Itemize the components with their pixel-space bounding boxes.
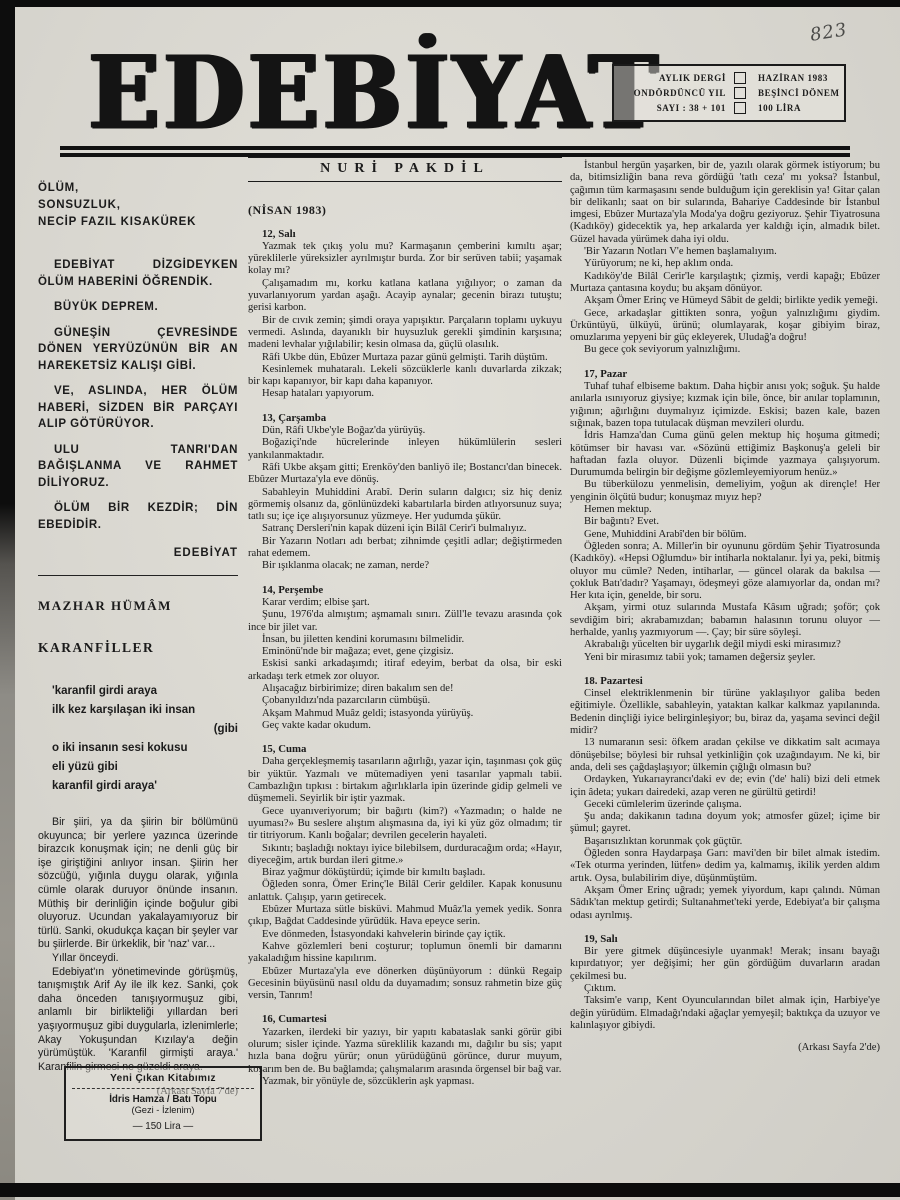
diary-paragraph: Ebûzer Murtaza sütle bisküvi. Mahmud Muâz'la yemek yedik. Sonra çıkıp, Bağdat Caddesinde yürüdük. Hava epeyce serin. <box>248 904 562 928</box>
diary-paragraph: Eminönü'nde bir mağaza; evet, gene çizgisiz. <box>262 646 454 658</box>
book-ad-box <box>64 1066 262 1141</box>
diary-entry-body <box>570 688 880 922</box>
obituary-heading <box>38 180 238 231</box>
obituary-body <box>38 257 238 533</box>
diary-entry-heading: 17, Pazar <box>584 367 628 380</box>
poem-line: karanfil girdi araya' <box>52 780 158 792</box>
section-divider <box>38 575 238 576</box>
checkbox-icon <box>734 72 746 84</box>
diary-paragraph: Akşam Mahmud Muâz geldi; istasyonda yürüyüş. <box>262 707 474 719</box>
diary-entry-heading: 12, Salı <box>262 227 296 240</box>
poem-line: ilk kez karşılaşan iki insan <box>52 704 196 716</box>
diary-entry-body <box>570 381 880 664</box>
diary-paragraph: Bir yere gitmek düşüncesiyle uyanmak! Merak; insanı bayağı kıpırdatıyor; yer değişimi; her gün gördüğüm duvarların aradan çekilmesi bu. <box>570 946 880 982</box>
diary-entry-body <box>248 425 562 573</box>
diary-paragraph: Tuhaf tuhaf elbiseme baktım. Daha hiçbir anısı yok; soğuk. Şu halde anılarla ısınıyoruz giysiye; kızmak için bile, önce, bir anılar toplamının, yığının; ağırlığını duymalıyız içimizde. Eskisi; bazen kale, bazen sığınak, bazen topa tutulacak düşman mevzileri olurdu. <box>570 381 880 429</box>
diary-paragraph: Râfi Ukbe dün, Ebûzer Murtaza pazar günü gelmişti. Tarih düştüm. <box>262 351 548 363</box>
poem-essay-body <box>38 816 238 1074</box>
essay-paragraph: Yıllar önceydi. <box>52 951 119 964</box>
diary-paragraph: Sabahleyin Muhiddini Arabî. Derin suların dalgıcı; siz hiç deniz görmemiş olsanız da, gönlünüzdeki kabartılarla birden atlıyorsunuz suya; tatlı su; içe içe alışıyorsunuz yüzmeye. Her yudumda şükür. <box>248 486 562 523</box>
essay-paragraph: Edebiyat'ın yönetimevinde görüşmüş, tanışmıştık Arif Ay ile ilk kez. Sanki, çok daha önceden tanışıyormuşuz gibi, anlamlı bir birlikteliği yıllardan beri yaşıyormuşuz gibi duygularla, izlenimlerle; Akay Yokuşundan Kızılay'a değin yürümüştük. 'Karanfil girmişti araya.' Karanfilin girmesi ne güzeldi araya. <box>38 965 238 1073</box>
diary-paragraph: 'Bir Yazarın Notları V'e hemen başlamalıyım. <box>584 246 777 258</box>
issue-info-right-label: 100 LİRA <box>758 103 802 113</box>
diary-paragraph: Daha gerçekleşmemiş tasarıların ağırlığı, yazar için, taşınması çok güç bir yüktür. Yazmalı ve mütemadiyen yeni tasarılar yapmalı tabii. Cambazlığın tıpkısı : birtakım ağırlıklarla ipin üzerinde gidip gelmeli ve düşmemeli. Seyirlik bir iştir yazmak. <box>248 756 562 805</box>
diary-paragraph: Hesap hataları yapıyorum. <box>262 388 375 400</box>
poem-line: o iki insanın sesi kokusu <box>52 742 188 754</box>
diary-paragraph: Şu anda; dakikanın tadına doyum yok; atmosfer güzel; içime bir şümul; gayret. <box>570 811 880 835</box>
book-ad-title: İdris Hamza / Batı Topu <box>109 1094 217 1105</box>
diary-entry-heading: 13, Çarşamba <box>262 411 327 424</box>
obituary-heading-line: NECİP FAZIL KISAKÜREK <box>38 216 197 228</box>
diary-author-heading: NURİ PAKDİL <box>248 157 562 182</box>
issue-info-box <box>612 64 846 122</box>
book-ad-price: — 150 Lira — <box>132 1121 194 1132</box>
poem-line: 'karanfil girdi araya <box>52 685 158 697</box>
diary-entry-body <box>248 597 562 732</box>
diary-paragraph: İnsan, bu jiletten kendini korumasını bilmelidir. <box>262 633 465 645</box>
issue-info-row <box>622 72 836 84</box>
diary-paragraph: İdris Hamza'dan Cuma günü gelen mektup hiç hoşuma gitmedi; kötümser bir havası var. «Sözünü ettiğimiz Başkonuş'a geleli bir haftadan fazla oluyor. Düzenli biçimde yazmaya çalışıyorum. Durumumda belirgin bir değişme gözlemleyemiyorum henüz.» <box>570 430 880 479</box>
poem-line: eli yüzü gibi <box>52 761 118 773</box>
page-border-bottom <box>0 1183 900 1197</box>
diary-entry-heading: 15, Cuma <box>262 743 307 756</box>
diary-paragraph: Yazmak, bir yönüyle de, sözcüklerin aşk yapması. <box>262 1075 475 1087</box>
book-ad-header: Yeni Çıkan Kitabımız <box>72 1073 254 1089</box>
book-ad-genre: (Gezi - İzlenim) <box>131 1105 195 1115</box>
obituary-paragraph: ULU TANRI'DAN BAĞIŞLANMA VE RAHMET DİLİYORUZ. <box>38 443 238 489</box>
poem-line: (gibi <box>213 723 238 735</box>
handwritten-page-number: 823 <box>808 19 849 46</box>
diary-paragraph: Satranç Dersleri'nin kapak düzeni için Bilâl Cerir'i bulmalıyız. <box>262 523 527 535</box>
diary-paragraph: Öğleden sonra, Ömer Erinç'le Bilâl Cerir geldiler. Kapak konusunu anlattık. Çalışıp, yarın getirecek. <box>248 879 562 903</box>
diary-paragraph: Karar verdim; elbise şart. <box>262 596 370 608</box>
diary-column-2 <box>570 160 880 1054</box>
obituary-signature: EDEBİYAT <box>173 547 238 559</box>
issue-info-row <box>622 87 840 99</box>
diary-entry <box>248 743 562 1002</box>
diary-paragraph: Yazmak tek çıkış yolu mu? Karmaşanın çemberini kımıltı aşar; yüreklilerle yüreksizler ayrılmıştır burda. Zor bir serüven tabii; yaşamak kolay mı? <box>248 240 562 277</box>
obituary-paragraph: EDEBİYAT DİZGİDEYKEN ÖLÜM HABERİNİ ÖĞRENDİK. <box>38 259 238 288</box>
diary-entry-heading: 19, Salı <box>584 932 618 945</box>
obituary-heading-line: ÖLÜM, <box>38 182 80 194</box>
diary-paragraph: Bir ışıklanma olacak; ne zaman, nerde? <box>262 560 430 572</box>
diary-paragraph: Boğaziçi'nde hücrelerinde inleyen hükümlülerin sesleri yankılanmaktadır. <box>248 437 562 461</box>
diary-paragraph: Alışacağız birbirimize; diren bakalım sen de! <box>262 682 454 694</box>
diary-paragraph: Başarısızlıktan korunmak çok güçtür. <box>584 835 743 847</box>
diary-paragraph: Yazarken, ilerdeki bir yazıyı, bir yapıtı kabataslak sanki görür gibi olurum; sisler içinde. Yazma süreklilik kazandı mı, dağılır bu sis; yapıt hızla bana doğru yürür; onun yürüdüğünü görünce, durur muyum, koşarım ben de. Bu bağlamda; çalışmalarım arasında örgensel bir bağ var. <box>248 1026 562 1075</box>
diary-paragraph: 13 numaranın sesi: öfkem aradan çekilse ve dikkatim salt acımaya dönüşebilse; böylesi bir ruhsal yetkinliğin çok uzağındayım. Ne ki, bir anda, deli ses çağdaşlaşıyor; ülkemin çığlığı olmasın bu? <box>570 737 880 773</box>
diary-paragraph: Çıktım. <box>584 983 617 994</box>
issue-info-right-label: BEŞİNCİ DÖNEM <box>758 88 840 98</box>
obituary-paragraph: GÜNEŞİN ÇEVRESİNDE DÖNEN YERYÜZÜNÜN BİR AN HAREKETSİZ KALIŞI GİBİ. <box>38 326 238 372</box>
diary-paragraph: Biraz yağmur döküştürdü; içimde bir kımıltı başladı. <box>262 867 486 879</box>
masthead-double-rule <box>60 146 850 157</box>
diary-paragraph: Akrabalığı yücelten bir uygarlık değil miydi eski mirasımız? <box>584 639 841 651</box>
issue-info-right-label: HAZİRAN 1983 <box>758 73 828 83</box>
diary-entries-right <box>570 368 880 1032</box>
diary-entry <box>570 368 880 664</box>
diary-entry <box>248 584 562 733</box>
diary-paragraph: Bir Yazarın Notları adı berbat; zihnimde çeşitli adlar; değiştirmeden rahat edemem. <box>248 535 562 560</box>
diary-paragraph: Eve dönmeden, İstasyondaki kahvelerin birinde çay içtik. <box>262 928 506 940</box>
diary-entry-heading: 18. Pazartesi <box>584 674 643 687</box>
diary-paragraph: Ebûzer Murtaza'yla eve dönerken düşünüyorum : dünkü Regaip Gecesinin büyüsünü nasıl oldu da duyamadım; sonsuz rahmetin bize güç versin, Tanrım! <box>248 965 562 1002</box>
page-border-top <box>0 0 900 7</box>
diary-paragraph: Geç vakte kadar okudum. <box>262 719 371 731</box>
diary-paragraph: Kesinlemek muhataralı. Lekeli sözcüklerle kanlı duvarlarda zikzak; bir kapı kapanıyor, bir kapı daha kapanıyor. <box>248 363 562 388</box>
diary-entry <box>248 228 562 401</box>
diary-entry-body <box>248 756 562 1002</box>
diary-entry-heading: 16, Cumartesi <box>262 1013 327 1026</box>
diary-paragraph: Cinsel elektriklenmenin bir türüne yaklaşılıyor galiba beden eğitimiyle. Özellikle, sabahleyin, yataktan kalkar kalkmaz yapılanında. Bedenin dinçliği iyice belirginleşiyor; bu, biraz da, yaşama sevinci değil midir? <box>570 688 880 737</box>
diary-paragraph: Gece, arkadaşlar gittikten sonra, yoğun yalnızlığımı giydim. Ürküntüyü, ülküyü, ürünü; olumlayarak, koşar gibiyim biraz, omuzlarıma yepyeni bir güç ekleyerek, Uludağ'a doğru! <box>570 307 880 344</box>
poem-title: KARANFİLLER <box>38 640 155 655</box>
diary-paragraph: Gene, Muhiddini Arabî'den bir bölüm. <box>584 528 747 540</box>
diary-paragraph: Taksim'e varıp, Kent Oyuncularından bilet almak için, Harbiye'ye değin yürüdüm. Elmadağı'ndaki ağaçlar yemyeşil; baktıkça da uzuyor ve kalınlaşıyor gibiydi. <box>570 995 880 1031</box>
diary-entry-body <box>248 1027 562 1088</box>
poem-author: MAZHAR HÜMÂM <box>38 598 172 613</box>
diary-paragraph: Çobanyıldızı'nda pazarcıların cümbüşü. <box>262 695 431 707</box>
diary-entry-body <box>570 946 880 1032</box>
essay-paragraph: Bir şiiri, ya da şiirin bir bölümünü okuyunca; bir yerlere yazınca üzerinde birazcık konuşmak için; ne denli güç bir işe giriştiğini anlıyor insan. Şiirin her sözcüğü, yığınla duygu olarak, yığınla cümle olarak duruyor önünde insanın. Müthiş bir derinliğin içinde boğulur gibi oluyoruz. Ucundan yakalayamıyoruz bir türlü. Sanki, okudukça kaçan bir şeyler var bu şiirlerde. Bir ürkeklik, bir 'naz' var... <box>38 816 238 951</box>
continuation-note-right: (Arkası Sayfa 2'de) <box>798 1042 880 1054</box>
diary-paragraph: Öğleden sonra; A. Miller'in bir oyununu gördüm Şehir Tiyatrosunda (Kadıköy). «Hepsi Oğlumdu» bir intiharla noktalanır. İyi ya, peki, bitmiş oluyor mu cümle? Neden, intiharlar, — güncel olarak da bakılsa — çokluk Batı'dadır? Yaşamayı, ödeşmeyi göze alamıyorlar da, ondan mı? Her kıta için, genelde, bir soru. <box>570 540 880 602</box>
diary-paragraph: Dün, Râfi Ukbe'yle Boğaz'da yürüyüş. <box>262 425 426 437</box>
diary-continued-text <box>570 160 880 357</box>
diary-column-1 <box>248 157 562 1088</box>
diary-paragraph: Akşam Ömer Erinç ve Hümeyd Sâbit de geldi; birlikte yedik yemeği. <box>584 295 878 307</box>
issue-info-row <box>622 102 836 114</box>
checkbox-icon <box>734 87 746 99</box>
diary-entry <box>570 675 880 922</box>
diary-paragraph: Yürüyorum; ne ki, hep aklım onda. <box>584 258 734 270</box>
diary-paragraph: Bir de cıvık zemin; şimdi oraya yapışıktır. Parçaların toplamı uykuyu vermedi. Aslında, dayanıklı bir huysuzluk gerekli şimdinin karşısına; madeni levhalar yığılabilir; kesin olmasa da, güçlü olasılık. <box>248 314 562 351</box>
diary-paragraph: Kadıköy'de Bilâl Cerir'le karşılaştık; çizmiş, verdi kapağı; Ebûzer Murtaza çantasına koydu; bu akşam dönüyor. <box>570 270 880 294</box>
diary-paragraph: Kahve gözlemleri beni coşturur; toplumun önemli bir damarını yakaladığım hissine kapılırım. <box>248 940 562 965</box>
diary-paragraph: Bu tüberkülozu yenmelisin, demeliyim, yoğun ak dirençle! Her yenginin ölçütü budur; konuşmaz mıyız hep? <box>570 479 880 503</box>
diary-entry-heading: 14, Perşembe <box>262 583 324 596</box>
diary-paragraph: Öğleden sonra Haydarpaşa Garı: mavi'den bir bilet almak istedim. «Tek oturma yerinden, lütfen» dedim ya, kalmamış, ikilik yerden aldım artık. Oysa, bulabilirim diye, düşünmüştüm. <box>570 848 880 884</box>
diary-paragraph: Eskisi sanki arkadaşımdı; itiraf edeyim, berbat da olsa, bir eski arkadaşı terk etmek zor oluyor. <box>248 658 562 682</box>
continuation-note-left: (Arkası Sayfa 7'de) <box>156 1086 238 1098</box>
diary-paragraph: Yeni bir mirasımız tabii yok; tamamen değersiz şeyler. <box>584 651 816 663</box>
diary-paragraph: Ordayken, Yukarıayrancı'daki ev de; evin ('de' hali) bizi deli etmek için âdeta; yukarı dairedeki, azap veren ne gürültü getirdi! <box>570 774 880 798</box>
obituary-paragraph: VE, ASLINDA, HER ÖLÜM HABERİ, SİZDEN BİR PARÇAYI ALIP GÖTÜRÜYOR. <box>38 385 238 430</box>
diary-paragraph: Hemen mektup. <box>584 504 652 516</box>
poem-quote <box>52 682 238 796</box>
obituary-paragraph: ÖLÜM BİR KEZDİR; DİN EBEDİDİR. <box>38 502 238 531</box>
magazine-title: EDEBİYAT <box>88 33 662 152</box>
diary-paragraph: Akşam, yirmi otuz sularında Mustafa Kâsım uğradı; şoför; çok sevdiğim biri; akrabamızdan; babamın halasının torunu oluyor — herhalde, yanlış yazmıyorum —. Çay; bir süre söyleşi. <box>570 602 880 638</box>
diary-paragraph: Gece uyanıveriyorum; bir bağırtı (kim?) «Yazmadın; o halde ne uyuması?» Bu seslere alıştım alışmasına da, iyi ki yüz göz olmadım; tir tir titriyorum. Kanlı boğalar; devrilen gecelerin hayaleti. <box>248 805 562 842</box>
diary-paragraph: Sıkıntı; başladığı noktayı iyice bilebilsem, durduracağım orda; «Hayır, diyeceğim, artık burdan ileri gitme.» <box>248 842 562 866</box>
diary-entry <box>248 412 562 573</box>
left-column <box>38 180 238 1097</box>
diary-paragraph: İstanbul hergün yaşarken, bir de, yazılı olarak görmek istiyorum; bu da, bitimsizliğin bana reva gördüğü 'tatlı ceza' mı yoksa? İstanbul, çağımın tüm karmaşasını sende bulduğum için gereklisin ya! Gitar çalan bir delikanlı; saat on bir sularında, Bahariye Caddesinde bir İstanbul imgesi, Ebûzer Murtaza'yla Moda'ya doğru geziyoruz. Şehir Tiyatrosuna (Kadıköy) gidecektik ya, hep arkalarda yer kaldığı için, almadık bilet. Güzel havada yürümek daha iyi oldu. <box>570 160 880 245</box>
obituary-paragraph: BÜYÜK DEPREM. <box>54 301 159 313</box>
diary-paragraph: Çalışamadım mı, korku katlana katlana yığılıyor; o zaman da yuvarlanıyorum yardan aşağı. Acayip aynalar; gecenin birazı tutuştu; gerisi karbon. <box>248 277 562 314</box>
diary-entries-left <box>248 228 562 1089</box>
diary-paragraph: Bir bağıntı? Evet. <box>584 516 660 528</box>
diary-paragraph: Bu gece çok seviyorum yalnızlığımı. <box>584 344 741 356</box>
issue-info-left-label: ONDÖRDÜNCÜ YIL <box>633 88 726 98</box>
diary-paragraph: Râfi Ukbe akşam gitti; Erenköy'den banliyö ile; Bostancı'dan binecek. Ebûzer Murtaza'yla eve dönüş. <box>248 461 562 486</box>
issue-info-left-label: AYLIK DERGİ <box>658 73 726 83</box>
page-border-left <box>0 0 15 1200</box>
diary-paragraph: Akşam Ömer Erinç uğradı; yemek yiyordum, kapı çalındı. Nûman Sâdık'tan mektup getirdi; Sultanahmet'teki yerde, Edebiyat'a bir çalışma odası ayrılmış. <box>570 884 880 921</box>
diary-entry <box>248 1013 562 1088</box>
diary-entry-body <box>248 241 562 401</box>
diary-entry <box>570 933 880 1032</box>
diary-paragraph: Şunu, 1976'da almıştım; aşmamalı sınırı. Züll'le tevazu arasında çok ince bir jilet var. <box>248 609 562 633</box>
diary-date-heading: (NİSAN 1983) <box>248 203 327 218</box>
obituary-heading-line: SONSUZLUK, <box>38 199 121 211</box>
diary-paragraph: Geceki cümlelerim üzerinde çalışma. <box>584 798 742 810</box>
issue-info-left-label: SAYI : 38 + 101 <box>656 103 726 113</box>
checkbox-icon <box>734 102 746 114</box>
